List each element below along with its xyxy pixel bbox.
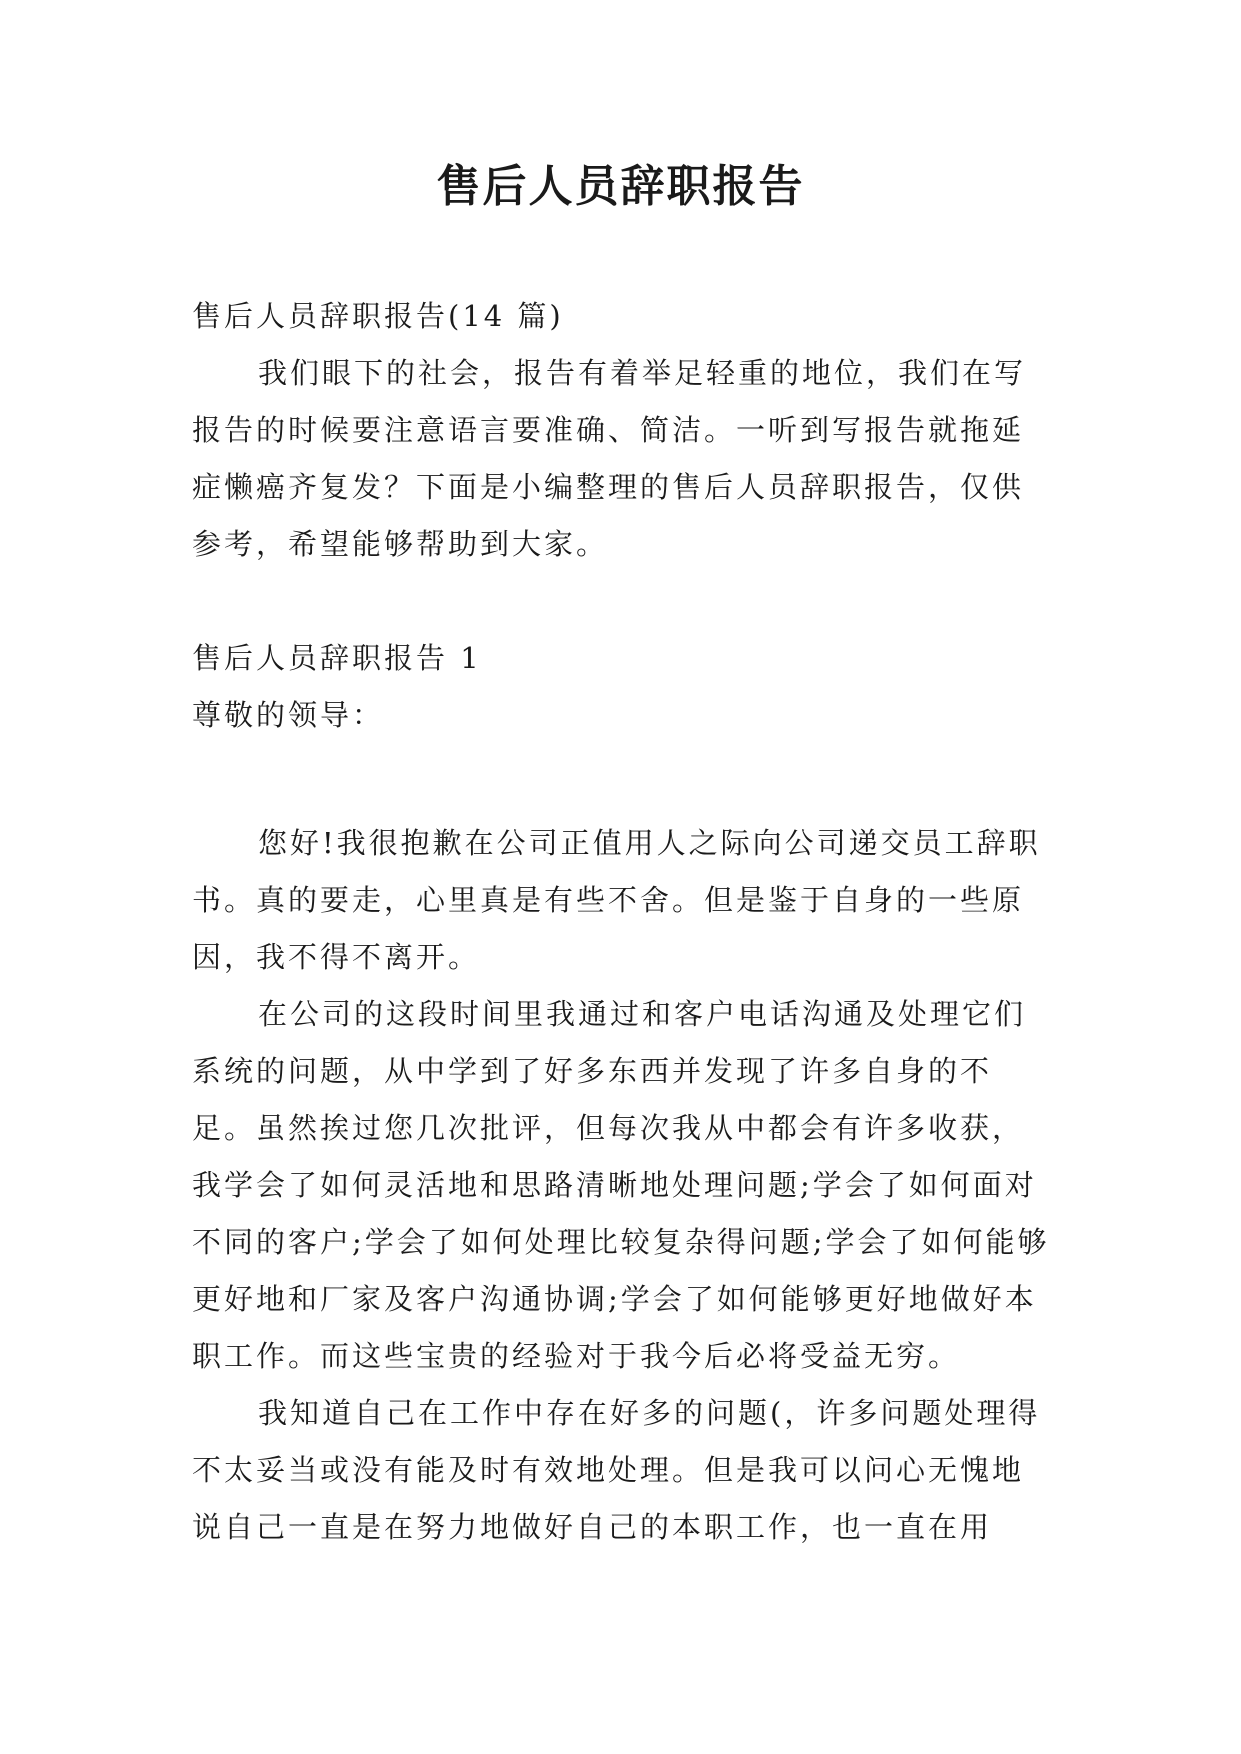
salutation: 尊敬的领导： [192,698,385,732]
body-paragraph: 在公司的这段时间里我通过和客户电话沟通及处理它们系统的问题，从中学到了好多东西并发现了许多自身的不足。虽然挨过您几次批评，但每次我从中都会有许多收获，我学会了如何灵活地和思路清晰地处理问题;学会了如何面对不同的客户;学会了如何处理比较复杂得问题;学会了如何能够更好地和厂家及客户沟通协调;学会了如何能够更好地做好本职工作。而这些宝贵的经验对于我今后必将受益无穷。 [192,997,1050,1373]
document-subtitle: 售后人员辞职报告(14 篇) [192,299,564,333]
intro-paragraph: 我们眼下的社会，报告有着举足轻重的地位，我们在写报告的时候要注意语言要准确、简洁。一听到写报告就拖延症懒癌齐复发？下面是小编整理的售后人员辞职报告，仅供参考，希望能够帮助到大家。 [192,356,1027,561]
body-paragraph: 我知道自己在工作中存在好多的问题(，许多问题处理得不太妥当或没有能及时有效地处理。但是我可以问心无愧地说自己一直是在努力地做好自己的本职工作，也一直在用 [192,1396,1041,1544]
spacer [192,573,1052,630]
spacer [192,744,1052,801]
section-heading: 售后人员辞职报告 1 [192,641,482,675]
document-title: 售后人员辞职报告 [436,161,805,212]
body-paragraph: 您好!我很抱歉在公司正值用人之际向公司递交员工辞职书。真的要走，心里真是有些不舍。但是鉴于自身的一些原因，我不得不离开。 [192,826,1041,974]
document-body [192,288,1052,1556]
